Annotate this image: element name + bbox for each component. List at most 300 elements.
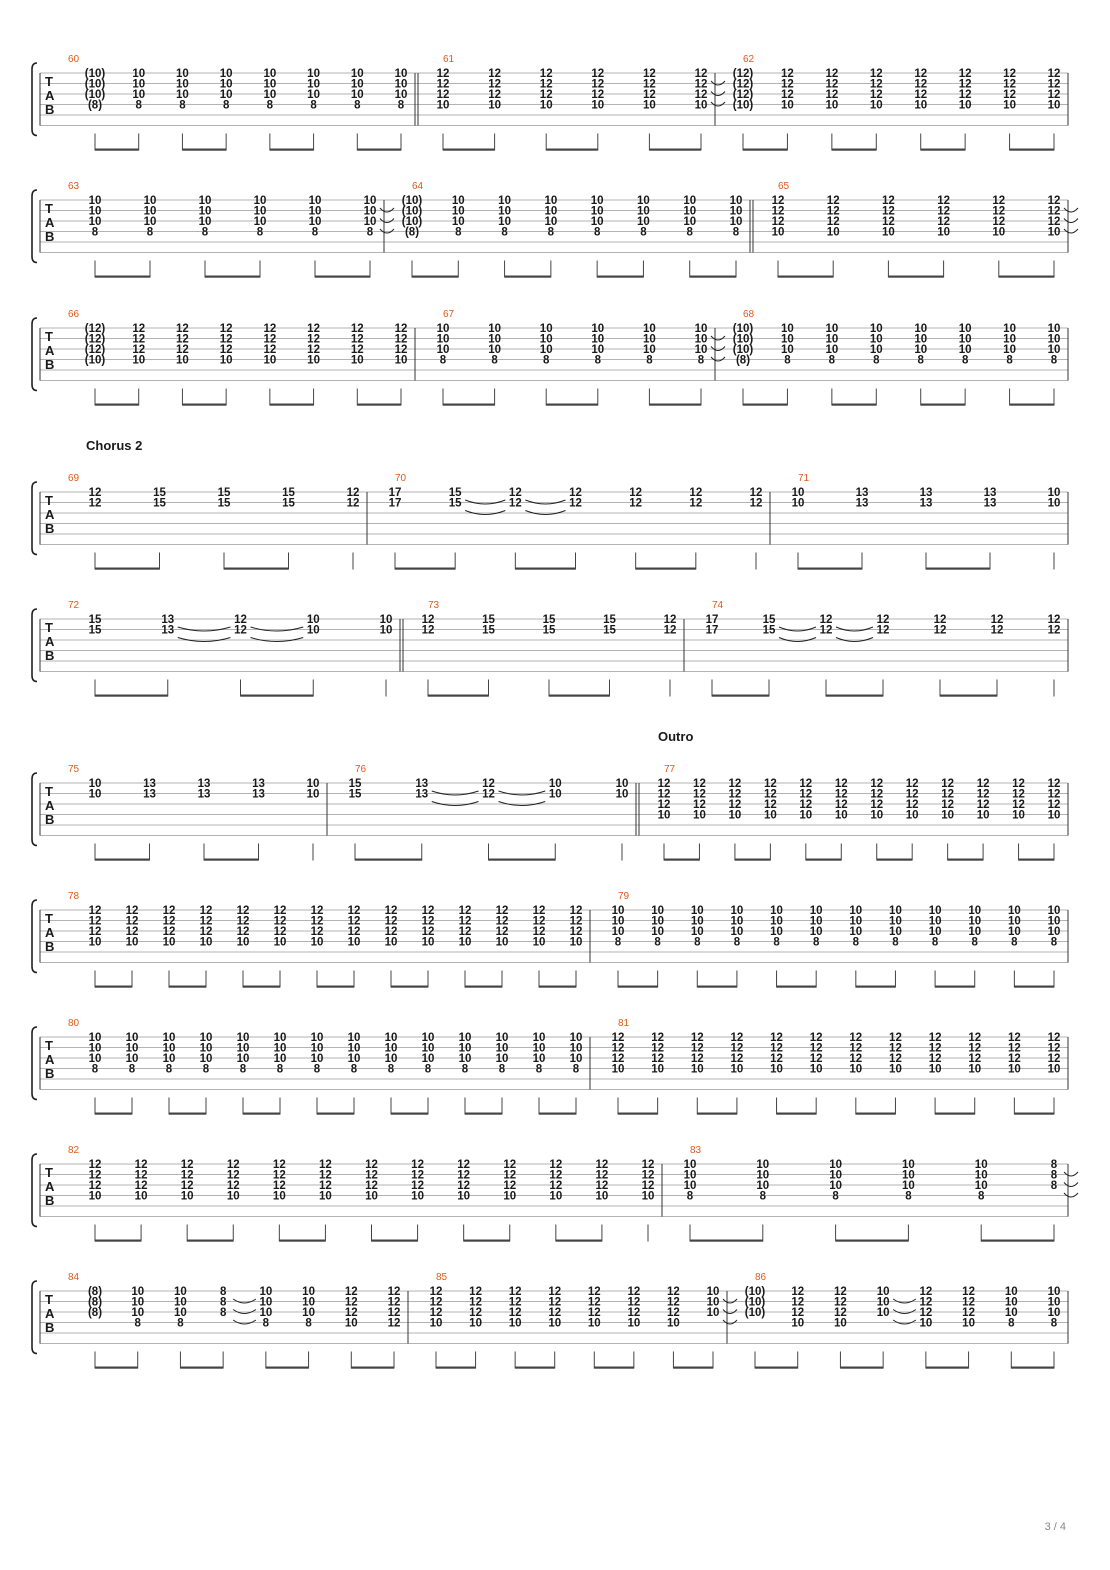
fret-number: 12 (968, 1032, 982, 1044)
fret-number: 10 (302, 1286, 315, 1298)
fret-number: 10 (131, 1286, 145, 1298)
fret-number: 10 (829, 1180, 842, 1192)
chord (992, 195, 1005, 278)
fret-number: 17 (705, 624, 719, 637)
beam (697, 986, 737, 988)
fret-number: 12 (488, 78, 501, 91)
chord (588, 1286, 601, 1369)
beam (443, 149, 495, 151)
page-number: 3 / 4 (1044, 1521, 1066, 1533)
fret-number: 12 (421, 905, 435, 917)
fret-number: 10 (889, 926, 902, 938)
fret-number: 10 (829, 1169, 842, 1182)
fret-number: 10 (781, 333, 794, 346)
fret-number: 8 (177, 1317, 184, 1330)
fret-number: 10 (162, 1042, 176, 1055)
beam (95, 276, 150, 278)
fret-number: 13 (855, 497, 869, 510)
fret-number: 12 (503, 1169, 517, 1182)
fret-number: 12 (384, 905, 398, 917)
chord (658, 778, 671, 861)
chord (220, 323, 233, 406)
fret-number: 10 (272, 1190, 286, 1203)
fret-number: 12 (162, 926, 176, 938)
measure (68, 181, 394, 278)
fret-number: 12 (771, 195, 785, 207)
system-bracket (32, 482, 37, 555)
measure-number: 60 (68, 54, 80, 65)
fret-number: 12 (1047, 1042, 1061, 1055)
beam (95, 568, 160, 570)
beam (204, 859, 259, 861)
fret-number: (10) (744, 1296, 766, 1309)
fret-number: 12 (394, 344, 408, 356)
chord (395, 68, 408, 151)
tie-arc (1064, 229, 1078, 233)
measure (349, 764, 629, 861)
fret-number: 10 (729, 205, 743, 218)
beam (826, 695, 883, 697)
fret-number: 10 (809, 915, 823, 928)
chord (498, 195, 511, 278)
fret-number: 12 (488, 89, 501, 101)
fret-number: 10 (590, 205, 604, 218)
chord (307, 68, 320, 151)
fret-number: 12 (643, 78, 656, 91)
fret-number: 12 (508, 497, 522, 510)
fret-number: 12 (749, 497, 763, 510)
fret-number: 10 (236, 1042, 250, 1055)
fret-number: 17 (388, 487, 402, 499)
fret-number: 8 (397, 99, 405, 112)
tab-systems (32, 54, 1078, 1369)
beam (539, 986, 576, 988)
fret-number: 8 (219, 1286, 227, 1298)
fret-number: 8 (222, 99, 230, 112)
beam (981, 1240, 1054, 1242)
fret-number: 12 (825, 68, 839, 80)
fret-number: 12 (226, 1180, 240, 1192)
fret-number: (8) (87, 1286, 103, 1298)
fret-number: 10 (869, 344, 883, 356)
fret-number: 10 (498, 205, 511, 218)
fret-number: 8 (759, 1190, 767, 1203)
fret-number: 13 (252, 788, 265, 801)
fret-number: 12 (819, 624, 833, 637)
fret-number: 10 (198, 216, 212, 228)
fret-number: 12 (134, 1159, 148, 1171)
chord (415, 778, 478, 861)
fret-number: 12 (1007, 1032, 1021, 1044)
tie-arc (499, 802, 546, 806)
fret-number: 10 (458, 1042, 472, 1055)
beam (948, 859, 983, 861)
beam (832, 404, 876, 406)
measure (68, 600, 392, 697)
tie-arc (233, 1299, 256, 1303)
fret-number: 12 (629, 497, 643, 510)
fret-number: 12 (799, 788, 813, 801)
chord (422, 614, 435, 697)
fret-number: 12 (928, 1032, 942, 1044)
fret-number: 10 (962, 1317, 975, 1330)
fret-number: 10 (219, 89, 233, 101)
fret-number: 12 (657, 778, 671, 790)
fret-number: 12 (641, 1159, 655, 1171)
chord (503, 1159, 516, 1242)
fret-number: 10 (849, 905, 863, 917)
fret-number: 8 (179, 99, 186, 112)
fret-number: 12 (88, 926, 102, 938)
beam (355, 859, 422, 861)
section-label: Chorus 2 (86, 438, 143, 453)
fret-number: 15 (482, 614, 495, 626)
fret-number: 10 (1004, 1286, 1018, 1298)
fret-number: (10) (732, 344, 754, 356)
fret-number: 8 (977, 1190, 985, 1203)
fret-number: 12 (458, 905, 472, 917)
measure-number: 86 (755, 1272, 767, 1283)
fret-number: 12 (495, 915, 509, 928)
fret-number: 10 (1003, 99, 1016, 112)
beam (673, 1367, 713, 1369)
measure-number: 82 (68, 1145, 80, 1156)
fret-number: 12 (469, 1296, 482, 1309)
chord (1008, 1032, 1021, 1115)
fret-number: 10 (384, 1053, 398, 1065)
tab-clef-letter: B (45, 648, 55, 663)
chord (962, 1286, 975, 1369)
fret-number: 10 (88, 216, 102, 228)
fret-number: 8 (892, 936, 899, 949)
fret-number: 10 (870, 809, 884, 822)
fret-number: 12 (693, 778, 706, 790)
chord (1048, 1032, 1061, 1115)
chord (548, 1286, 561, 1369)
tie-arc (711, 81, 725, 85)
fret-number: 12 (799, 778, 813, 790)
tie-arc (893, 1320, 916, 1324)
fret-number: (10) (84, 68, 106, 80)
chord (199, 195, 212, 278)
fret-number: 12 (180, 1180, 194, 1192)
beam (777, 986, 817, 988)
fret-number: 10 (143, 205, 157, 218)
fret-number: 10 (974, 1159, 988, 1171)
fret-number: 10 (394, 89, 408, 101)
fret-number: 12 (1047, 788, 1061, 801)
fret-number: 12 (1003, 89, 1016, 101)
fret-number: 12 (1047, 195, 1061, 207)
chord (569, 487, 582, 570)
fret-number: 12 (310, 926, 324, 938)
beam (1014, 986, 1054, 988)
fret-number: 12 (914, 68, 928, 80)
measure-number: 76 (355, 764, 367, 775)
tie-arc (723, 1320, 737, 1324)
fret-number: 10 (876, 1307, 890, 1319)
fret-number: 10 (706, 1286, 720, 1298)
chord (591, 195, 604, 278)
measure (402, 181, 743, 278)
fret-number: 10 (125, 936, 139, 949)
fret-number: 10 (125, 1042, 139, 1055)
fret-number: 10 (495, 1032, 509, 1044)
fret-number: 12 (657, 788, 671, 801)
fret-number: 10 (914, 344, 928, 356)
tab-clef-letter: A (45, 507, 55, 522)
fret-number: 12 (272, 1169, 286, 1182)
tab-clef-letter: B (45, 939, 55, 954)
fret-number: 10 (88, 1042, 102, 1055)
fret-number: 12 (132, 344, 146, 356)
fret-number: 10 (958, 323, 972, 335)
fret-number: 10 (421, 936, 435, 949)
chord (469, 1286, 482, 1369)
tab-system (32, 181, 1078, 278)
fret-number: 12 (1047, 205, 1061, 218)
fret-number: 12 (728, 778, 742, 790)
beam (546, 149, 598, 151)
beam (777, 1113, 817, 1115)
tie-arc (251, 638, 304, 642)
fret-number: 10 (347, 936, 361, 949)
chord (695, 323, 725, 406)
system-bracket (32, 1281, 37, 1354)
fret-number: 12 (162, 915, 176, 928)
fret-number: 12 (88, 487, 102, 499)
chord (89, 1032, 102, 1115)
fret-number: 10 (968, 915, 982, 928)
fret-number: 12 (992, 205, 1006, 218)
chord (254, 195, 267, 278)
beam (95, 1113, 132, 1115)
fret-number: 10 (756, 1169, 770, 1182)
chord (227, 1159, 240, 1242)
fret-number: 10 (728, 809, 742, 822)
beam (735, 859, 770, 861)
chord (273, 1159, 286, 1242)
fret-number: 10 (591, 333, 605, 346)
fret-number: 10 (882, 226, 895, 239)
chord (181, 1159, 194, 1242)
fret-number: 12 (591, 68, 605, 80)
fret-number: 10 (770, 915, 783, 928)
tie-arc (380, 208, 394, 212)
beam (243, 1113, 280, 1115)
fret-number: 10 (825, 323, 839, 335)
tie-arc (380, 219, 394, 223)
chord (380, 614, 393, 697)
tie-arc (893, 1299, 916, 1303)
fret-number: 8 (654, 936, 661, 949)
chord (729, 778, 742, 861)
fret-number: 12 (728, 799, 742, 811)
chord (820, 614, 873, 697)
fret-number: 10 (421, 1032, 435, 1044)
fret-number: 12 (889, 1053, 902, 1065)
fret-number: 12 (834, 1296, 847, 1309)
chord (667, 1286, 680, 1369)
fret-number: 12 (350, 323, 364, 335)
beam (391, 986, 428, 988)
section-labels (86, 438, 693, 744)
fret-number: (12) (84, 344, 106, 356)
fret-number: 12 (663, 614, 677, 626)
fret-number: 12 (421, 926, 435, 938)
tab-clef-letter: A (45, 88, 55, 103)
fret-number: (10) (732, 333, 754, 346)
chord (1048, 905, 1061, 988)
fret-number: 10 (495, 1053, 509, 1065)
measure (68, 764, 319, 861)
beam (205, 276, 260, 278)
fret-number: 12 (882, 216, 895, 228)
beam (505, 276, 551, 278)
fret-number: 8 (733, 936, 741, 949)
chord (263, 323, 276, 406)
chord (422, 905, 435, 988)
fret-number: 12 (1047, 78, 1061, 91)
tab-system (32, 1018, 1068, 1115)
fret-number: 10 (690, 905, 704, 917)
fret-number: 10 (615, 778, 629, 790)
measure (706, 600, 1061, 697)
tie-arc (178, 638, 231, 642)
chord (430, 1286, 443, 1369)
fret-number: 10 (263, 68, 277, 80)
fret-number: 10 (690, 926, 704, 938)
fret-number: 12 (508, 1286, 522, 1298)
chord (750, 487, 763, 570)
fret-number: 10 (611, 1063, 625, 1076)
fret-number: 12 (595, 1180, 609, 1192)
fret-number: 8 (873, 354, 880, 367)
chord (348, 1032, 361, 1115)
fret-number: 12 (234, 624, 247, 637)
fret-number: 10 (379, 614, 393, 626)
fret-number: 12 (488, 68, 501, 80)
fret-number: 10 (829, 1159, 842, 1171)
fret-number: 12 (849, 1053, 863, 1065)
fret-number: 8 (905, 1190, 912, 1203)
fret-number: 12 (503, 1159, 517, 1171)
fret-number: 8 (366, 226, 374, 239)
fret-number: 8 (547, 226, 555, 239)
fret-number: 10 (637, 216, 650, 228)
chord (643, 323, 656, 406)
fret-number: 13 (143, 778, 156, 790)
beam (697, 1113, 737, 1115)
fret-number: 10 (591, 323, 605, 335)
fret-number: 8 (784, 354, 791, 367)
fret-number: 12 (1012, 799, 1025, 811)
chord (385, 1032, 398, 1115)
beam (921, 404, 965, 406)
fret-number: 10 (306, 624, 320, 637)
fret-number: 8 (134, 1317, 141, 1330)
fret-number: 12 (539, 78, 553, 91)
fret-number: 12 (791, 1286, 805, 1298)
measure-number: 77 (664, 764, 676, 775)
chord (877, 614, 890, 697)
fret-number: 12 (1047, 799, 1061, 811)
fret-number: 12 (394, 333, 408, 346)
fret-number: 12 (834, 788, 848, 801)
chord (89, 778, 102, 861)
fret-number: 12 (941, 788, 955, 801)
beam (921, 149, 965, 151)
beam (597, 276, 643, 278)
fret-number: 12 (569, 926, 583, 938)
fret-number: 12 (919, 1307, 933, 1319)
fret-number: (8) (87, 1296, 103, 1309)
chord (730, 195, 743, 278)
fret-number: 8 (256, 226, 264, 239)
fret-number: 10 (236, 1032, 250, 1044)
fret-number: 12 (236, 926, 250, 938)
fret-number: 10 (928, 1063, 942, 1076)
chord (877, 1286, 916, 1369)
fret-number: 12 (770, 1042, 783, 1055)
fret-number: 8 (1050, 354, 1058, 367)
tab-clef-letter: B (45, 1193, 55, 1208)
chord (695, 68, 725, 151)
chord (533, 1032, 546, 1115)
fret-number: 12 (346, 497, 360, 510)
beam (241, 695, 314, 697)
tie-arc (525, 500, 565, 504)
fret-number: 12 (263, 344, 277, 356)
fret-number: 12 (667, 1296, 680, 1309)
fret-number: 12 (549, 1180, 563, 1192)
fret-number: 15 (448, 497, 462, 510)
measure (68, 1145, 654, 1242)
fret-number: 10 (756, 1180, 770, 1192)
fret-number: 10 (236, 936, 250, 949)
chord (198, 778, 211, 861)
fret-number: 10 (421, 1053, 435, 1065)
chord (496, 1032, 509, 1115)
fret-number: 10 (308, 216, 322, 228)
fret-number: 12 (176, 333, 189, 346)
tie-arc (723, 1299, 737, 1303)
chord (163, 1032, 176, 1115)
fret-number: (8) (87, 99, 103, 112)
fret-number: 10 (548, 1317, 562, 1330)
chord (345, 1286, 358, 1369)
fret-number: 10 (1047, 809, 1061, 822)
fret-number: 10 (683, 1159, 697, 1171)
tie-arc (711, 92, 725, 96)
tab-clef-letter: A (45, 215, 55, 230)
fret-number: 12 (728, 788, 742, 801)
fret-number: 12 (1003, 68, 1016, 80)
fret-number: 12 (272, 1159, 286, 1171)
measure (733, 54, 1061, 151)
fret-number: 10 (199, 1053, 213, 1065)
fret-number: (10) (732, 323, 754, 335)
fret-number: 8 (305, 1317, 312, 1330)
tab-clef-letter: B (45, 102, 55, 117)
tie-arc (178, 627, 231, 631)
beam (926, 1367, 969, 1369)
beam (95, 695, 168, 697)
fret-number: 12 (834, 799, 848, 811)
chord (259, 1286, 272, 1369)
chord (731, 905, 744, 988)
fret-number: 12 (869, 89, 883, 101)
